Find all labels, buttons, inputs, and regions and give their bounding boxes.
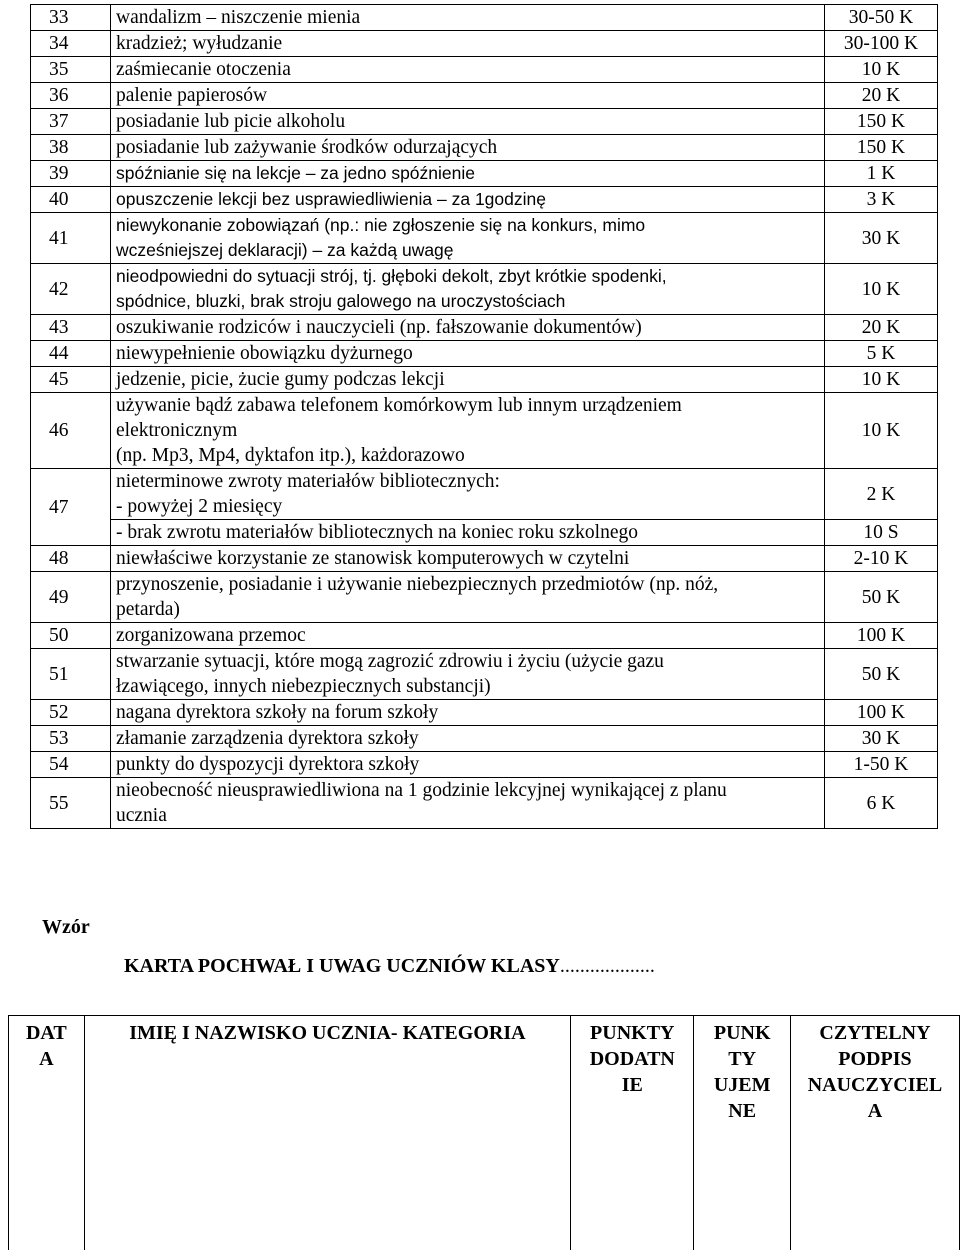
- rule-description-line: (np. Mp3, Mp4, dyktafon itp.), każdorazowo: [116, 445, 465, 466]
- rule-description: [111, 649, 825, 700]
- rule-description-line: nagana dyrektora szkoły na forum szkoły: [116, 702, 439, 723]
- header-line: PUNK: [713, 1022, 771, 1044]
- rule-description-line: nieterminowe zwroty materiałów bibliotecznych:: [116, 471, 500, 492]
- header-teacher-signature: [790, 1016, 959, 1251]
- rule-description: [111, 213, 825, 264]
- rule-description: [111, 31, 825, 57]
- rule-row: [31, 778, 938, 829]
- rule-points: 100 K: [825, 623, 938, 649]
- rule-description-line: złamanie zarządzenia dyrektora szkoły: [116, 728, 419, 749]
- rule-description: - brak zwrotu materiałów bibliotecznych na koniec roku szkolnego: [111, 520, 825, 546]
- header-line: PODPIS: [838, 1048, 912, 1070]
- card-table: [8, 1015, 960, 1250]
- rule-number: 50: [31, 623, 111, 649]
- rule-description-line: zaśmiecanie otoczenia: [116, 59, 291, 80]
- header-date: [9, 1016, 85, 1251]
- rule-number: 54: [31, 752, 111, 778]
- rule-number: 39: [31, 161, 111, 187]
- rule-row: [31, 469, 938, 520]
- rule-description: [111, 623, 825, 649]
- rule-row: [31, 109, 938, 135]
- header-line: CZYTELNY: [819, 1022, 931, 1044]
- rule-number: 36: [31, 83, 111, 109]
- rule-row: [31, 700, 938, 726]
- rule-description-line: niewykonanie zobowiązań (np.: nie zgłoszenie się na konkurs, mimo: [116, 215, 646, 235]
- rule-description: [111, 726, 825, 752]
- rule-points: 100 K: [825, 700, 938, 726]
- rule-description-line: palenie papierosów: [116, 85, 268, 106]
- rule-row: [31, 315, 938, 341]
- rule-description: [111, 752, 825, 778]
- rule-number: 48: [31, 546, 111, 572]
- rule-row: [31, 623, 938, 649]
- rule-number: 43: [31, 315, 111, 341]
- rule-description-line: spóźnianie się na lekcje – za jedno spóźnienie: [116, 163, 475, 183]
- rule-number: 55: [31, 778, 111, 829]
- rule-description-line: elektronicznym: [116, 420, 238, 441]
- rule-number: 37: [31, 109, 111, 135]
- template-label: Wzór: [42, 916, 90, 938]
- rule-points: 1-50 K: [825, 752, 938, 778]
- rule-row: [31, 649, 938, 700]
- rule-row: [31, 572, 938, 623]
- rule-description: [111, 367, 825, 393]
- rule-points: 30 K: [825, 213, 938, 264]
- rule-points: 50 K: [825, 572, 938, 623]
- rule-row: [31, 187, 938, 213]
- header-line: NE: [728, 1100, 757, 1122]
- rule-points: 150 K: [825, 109, 938, 135]
- rule-description-line: zorganizowana przemoc: [116, 625, 306, 646]
- rule-points: 20 K: [825, 315, 938, 341]
- header-line: DODATN: [589, 1048, 675, 1070]
- rule-description: [111, 778, 825, 829]
- rule-description-line: nieobecność nieusprawiedliwiona na 1 godzinie lekcyjnej wynikającej z planu: [116, 780, 727, 801]
- rule-points: 10 K: [825, 264, 938, 315]
- rule-description: [111, 469, 825, 520]
- rule-description-line: opuszczenie lekcji bez usprawiedliwienia – za 1godzinę: [116, 189, 546, 209]
- rule-row: [31, 726, 938, 752]
- rule-points: 30-100 K: [825, 31, 938, 57]
- rule-points: 5 K: [825, 341, 938, 367]
- rule-row: [31, 264, 938, 315]
- header-line: A: [867, 1100, 883, 1122]
- rule-description-line: niewypełnienie obowiązku dyżurnego: [116, 343, 413, 364]
- rule-row: [31, 546, 938, 572]
- rule-description-line: oszukiwanie rodziców i nauczycieli (np. fałszowanie dokumentów): [116, 317, 642, 338]
- rule-number: 46: [31, 393, 111, 469]
- rule-description-line: - powyżej 2 miesięcy: [116, 496, 283, 517]
- header-line: NAUCZYCIEL: [807, 1074, 943, 1096]
- rule-description: [111, 315, 825, 341]
- rule-description: [111, 83, 825, 109]
- rule-row: [31, 393, 938, 469]
- rule-points: 20 K: [825, 83, 938, 109]
- rule-points: 50 K: [825, 649, 938, 700]
- rule-description-line: wcześniejszej deklaracji) – za każdą uwagę: [116, 240, 454, 260]
- rule-points: 10 K: [825, 367, 938, 393]
- rule-number: 33: [31, 5, 111, 31]
- rule-description: [111, 572, 825, 623]
- rule-description: [111, 546, 825, 572]
- rule-number: 52: [31, 700, 111, 726]
- header-line: PUNKTY: [590, 1022, 675, 1044]
- rule-description: [111, 393, 825, 469]
- rule-number: 51: [31, 649, 111, 700]
- rule-row: [31, 213, 938, 264]
- header-line: UJEM: [713, 1074, 771, 1096]
- card-title-dots: ...................: [559, 955, 655, 977]
- rule-points: 3 K: [825, 187, 938, 213]
- rule-row: [31, 57, 938, 83]
- header-positive-points: [571, 1016, 694, 1251]
- rule-row: [31, 135, 938, 161]
- rule-description: [111, 187, 825, 213]
- rule-number: 38: [31, 135, 111, 161]
- rule-number: 45: [31, 367, 111, 393]
- rule-description: [111, 109, 825, 135]
- rule-points: 2-10 K: [825, 546, 938, 572]
- rule-number: 53: [31, 726, 111, 752]
- rule-description-line: łzawiącego, innych niebezpiecznych substancji): [116, 676, 491, 697]
- rule-points: 6 K: [825, 778, 938, 829]
- rule-number: 42: [31, 264, 111, 315]
- rule-points: 30-50 K: [825, 5, 938, 31]
- card-header-row: [9, 1016, 960, 1251]
- rule-description-line: używanie bądź zabawa telefonem komórkowym lub innym urządzeniem: [116, 395, 682, 416]
- rule-number: 34: [31, 31, 111, 57]
- rules-table: [30, 4, 938, 829]
- rule-points: 30 K: [825, 726, 938, 752]
- rule-description-line: kradzież; wyłudzanie: [116, 33, 283, 54]
- rule-description-line: nieodpowiedni do sytuacji strój, tj. głęboki dekolt, zbyt krótkie spodenki,: [116, 266, 667, 286]
- rule-description-line: jedzenie, picie, żucie gumy podczas lekcji: [116, 369, 445, 390]
- rule-description: [111, 135, 825, 161]
- rule-points: 10 K: [825, 393, 938, 469]
- card-title: [124, 955, 655, 978]
- rule-description: [111, 161, 825, 187]
- rule-points: 10 S: [825, 520, 938, 546]
- rule-description: [111, 264, 825, 315]
- rule-number: 35: [31, 57, 111, 83]
- header-negative-points: [694, 1016, 790, 1251]
- header-line: IE: [621, 1074, 643, 1096]
- rule-row: [31, 520, 938, 546]
- rule-description-line: spódnice, bluzki, brak stroju galowego na uroczystościach: [116, 291, 566, 311]
- rule-description: [111, 5, 825, 31]
- rule-description-line: petarda): [116, 599, 180, 620]
- rule-number: 47: [31, 469, 111, 546]
- rule-points: 10 K: [825, 57, 938, 83]
- rule-description-line: przynoszenie, posiadanie i używanie niebezpiecznych przedmiotów (np. nóż,: [116, 574, 719, 595]
- rule-row: [31, 31, 938, 57]
- rule-row: [31, 83, 938, 109]
- header-line: TY: [728, 1048, 757, 1070]
- rule-description-line: ucznia: [116, 805, 167, 826]
- header-line: IMIĘ I NAZWISKO UCZNIA- KATEGORIA: [129, 1022, 526, 1044]
- rule-points: 2 K: [825, 469, 938, 520]
- rule-row: [31, 161, 938, 187]
- rule-description-line: stwarzanie sytuacji, które mogą zagrozić zdrowiu i życiu (użycie gazu: [116, 651, 664, 672]
- rule-points: 1 K: [825, 161, 938, 187]
- rule-description: [111, 341, 825, 367]
- rule-description-line: posiadanie lub zażywanie środków odurzających: [116, 137, 498, 158]
- rule-description-line: posiadanie lub picie alkoholu: [116, 111, 346, 132]
- rule-number: 40: [31, 187, 111, 213]
- rule-points: 150 K: [825, 135, 938, 161]
- rule-description: [111, 700, 825, 726]
- rule-row: [31, 752, 938, 778]
- rule-number: 44: [31, 341, 111, 367]
- rule-number: 49: [31, 572, 111, 623]
- header-line: A: [39, 1048, 54, 1070]
- header-student-name: [84, 1016, 570, 1251]
- rule-description-line: niewłaściwe korzystanie ze stanowisk komputerowych w czytelni: [116, 548, 630, 569]
- rule-row: [31, 341, 938, 367]
- card-title-text: KARTA POCHWAŁ I UWAG UCZNIÓW KLASY: [124, 955, 560, 977]
- rule-number: 41: [31, 213, 111, 264]
- rule-description: [111, 57, 825, 83]
- rule-description-line: punkty do dyspozycji dyrektora szkoły: [116, 754, 420, 775]
- rule-row: [31, 5, 938, 31]
- rule-row: [31, 367, 938, 393]
- rule-description-line: wandalizm – niszczenie mienia: [116, 7, 361, 28]
- header-line: DAT: [25, 1022, 67, 1044]
